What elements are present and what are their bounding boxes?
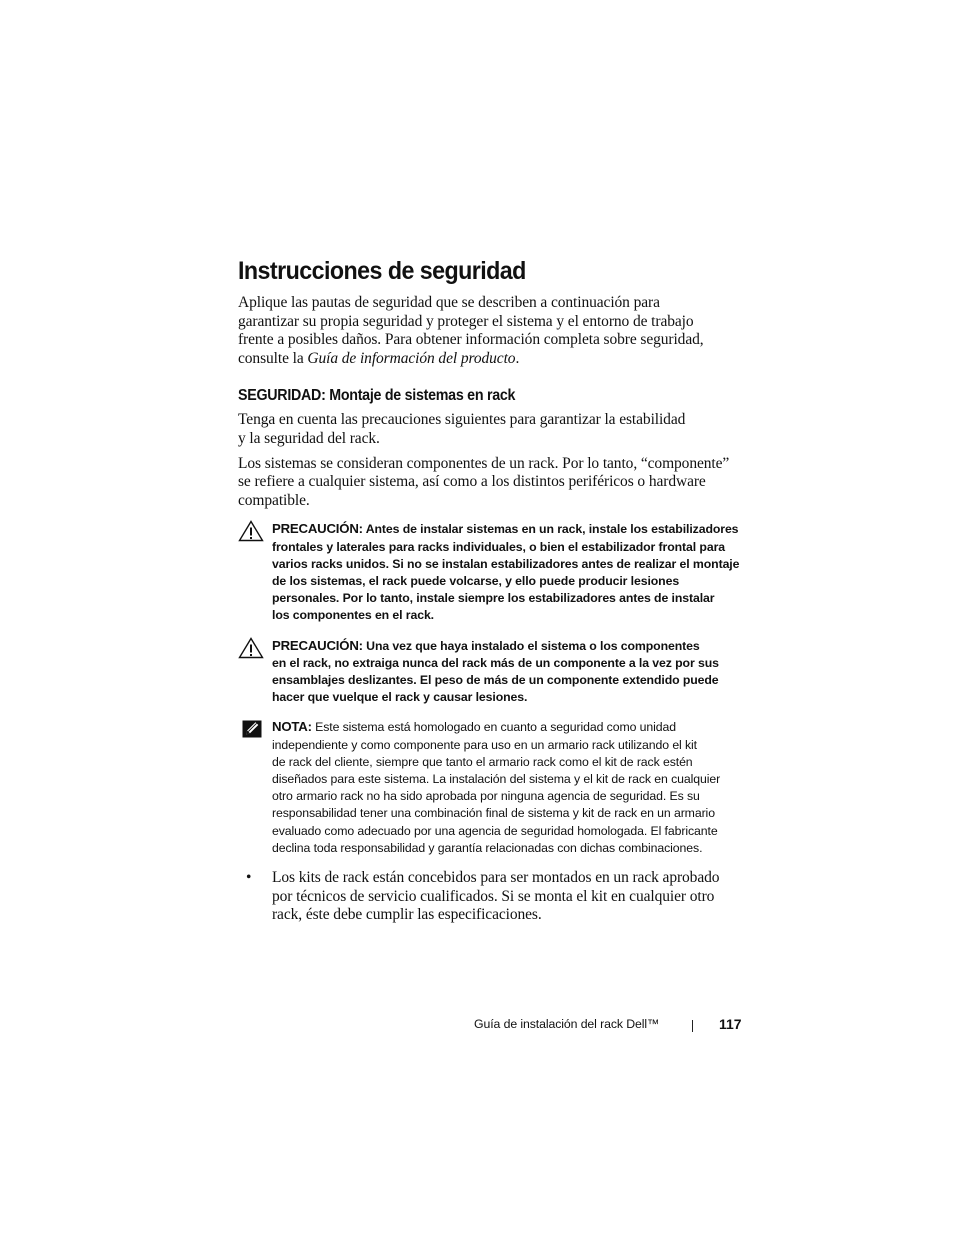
note-text: Este sistema está homologado en cuanto a seguridad como unidad: [311, 720, 676, 735]
paragraph-line: se refiere a cualquier sistema, así como a los distintos periféricos o hardware: [238, 473, 706, 491]
caution-line: de los sistemas, el rack puede volcarse, y ello puede producir lesiones: [272, 573, 680, 588]
intro-line: garantizar su propia seguridad y proteger el sistema y el entorno de trabajo: [238, 312, 694, 330]
page-content: [238, 254, 738, 931]
intro-line: Aplique las pautas de seguridad que se describen a continuación para: [238, 294, 660, 311]
note-first-line: [272, 718, 738, 736]
caution-first-line: [272, 520, 738, 538]
note-line: responsabilidad tener una combinación final de sistema y kit de rack en un armario: [272, 806, 715, 821]
caution-triangle-icon: [238, 637, 264, 659]
caution-label: PRECAUCIÓN:: [272, 521, 363, 537]
caution-text: Antes de instalar sistemas en un rack, instale los estabilizadores: [362, 522, 739, 537]
note-label: NOTA:: [272, 719, 312, 735]
caution-notice-1: [238, 520, 738, 624]
intro-paragraph: [238, 294, 738, 368]
paragraph-line: Los sistemas se consideran componentes de un rack. Por lo tanto, “componente”: [238, 454, 730, 472]
section-paragraph-1: [238, 411, 738, 448]
list-item: [238, 869, 738, 925]
intro-last-line: [238, 350, 738, 369]
page-title: Instrucciones de seguridad: [238, 257, 526, 285]
caution-triangle-icon: [238, 520, 264, 542]
caution-text: Una vez que haya instalado el sistema o los componentes: [362, 638, 700, 653]
list-item-line: por técnicos de servicio cualificados. Si se monta el kit en cualquier otro: [272, 887, 715, 905]
caution-line: frontales y laterales para racks individuales, o bien el estabilizador frontal para: [272, 539, 726, 554]
paragraph-line: Tenga en cuenta las precauciones siguientes para garantizar la estabilidad: [238, 411, 686, 429]
page-number: 117: [719, 1016, 742, 1032]
caution-first-line: [272, 637, 738, 655]
caution-line: en el rack, no extraiga nunca del rack más de un componente a la vez por sus: [272, 655, 719, 670]
caution-label: PRECAUCIÓN:: [272, 637, 363, 653]
intro-line: frente a posibles daños. Para obtener información completa sobre seguridad,: [238, 331, 704, 349]
product-guide-reference: Guía de información del producto: [307, 349, 516, 367]
note-line: diseñados para este sistema. La instalación del sistema y el kit de rack en cualquier: [272, 771, 721, 786]
footer-separator: [692, 1020, 693, 1032]
section-paragraph-2: [238, 455, 738, 511]
caution-line: personales. Por lo tanto, instale siempre los estabilizadores antes de instalar: [272, 591, 715, 606]
note-pencil-icon: [242, 720, 262, 738]
intro-last-suffix: .: [515, 349, 520, 367]
paragraph-line: compatible.: [238, 491, 310, 509]
list-item-line: Los kits de rack están concebidos para ser montados en un rack aprobado: [272, 869, 720, 886]
footer-title: Guía de instalación del rack Dell™: [474, 1017, 660, 1031]
note-line: independiente y como componente para uso en un armario rack utilizando el kit: [272, 737, 697, 752]
note-line: de rack del cliente, siempre que tanto el armario rack como el kit de rack estén: [272, 754, 693, 769]
intro-last-prefix: consulte la: [238, 349, 308, 367]
caution-line: ensamblajes deslizantes. El peso de más de un componente extendido puede: [272, 672, 719, 687]
caution-notice-2: [238, 637, 738, 707]
note-line: evaluado como adecuado por una agencia de seguridad homologada. El fabricante: [272, 823, 718, 838]
list-item-line: rack, éste debe cumplir las especificaciones.: [272, 906, 542, 924]
note-notice: [238, 718, 738, 857]
caution-line: hacer que vuelque el rack y causar lesiones.: [272, 690, 528, 705]
note-line: declina toda responsabilidad y garantía relacionadas con dichas combinaciones.: [272, 840, 703, 855]
caution-line: los componentes en el rack.: [272, 608, 434, 623]
page-footer: [474, 1014, 742, 1036]
note-line: otro armario rack no ha sido aprobada por ninguna agencia de seguridad. Es su: [272, 789, 700, 804]
bullet-symbol: •: [246, 869, 252, 886]
section-heading: SEGURIDAD: Montaje de sistemas en rack: [238, 387, 516, 405]
caution-line: varios racks unidos. Si no se instalan estabilizadores antes de realizar el montaje: [272, 556, 740, 571]
paragraph-line: y la seguridad del rack.: [238, 429, 380, 447]
